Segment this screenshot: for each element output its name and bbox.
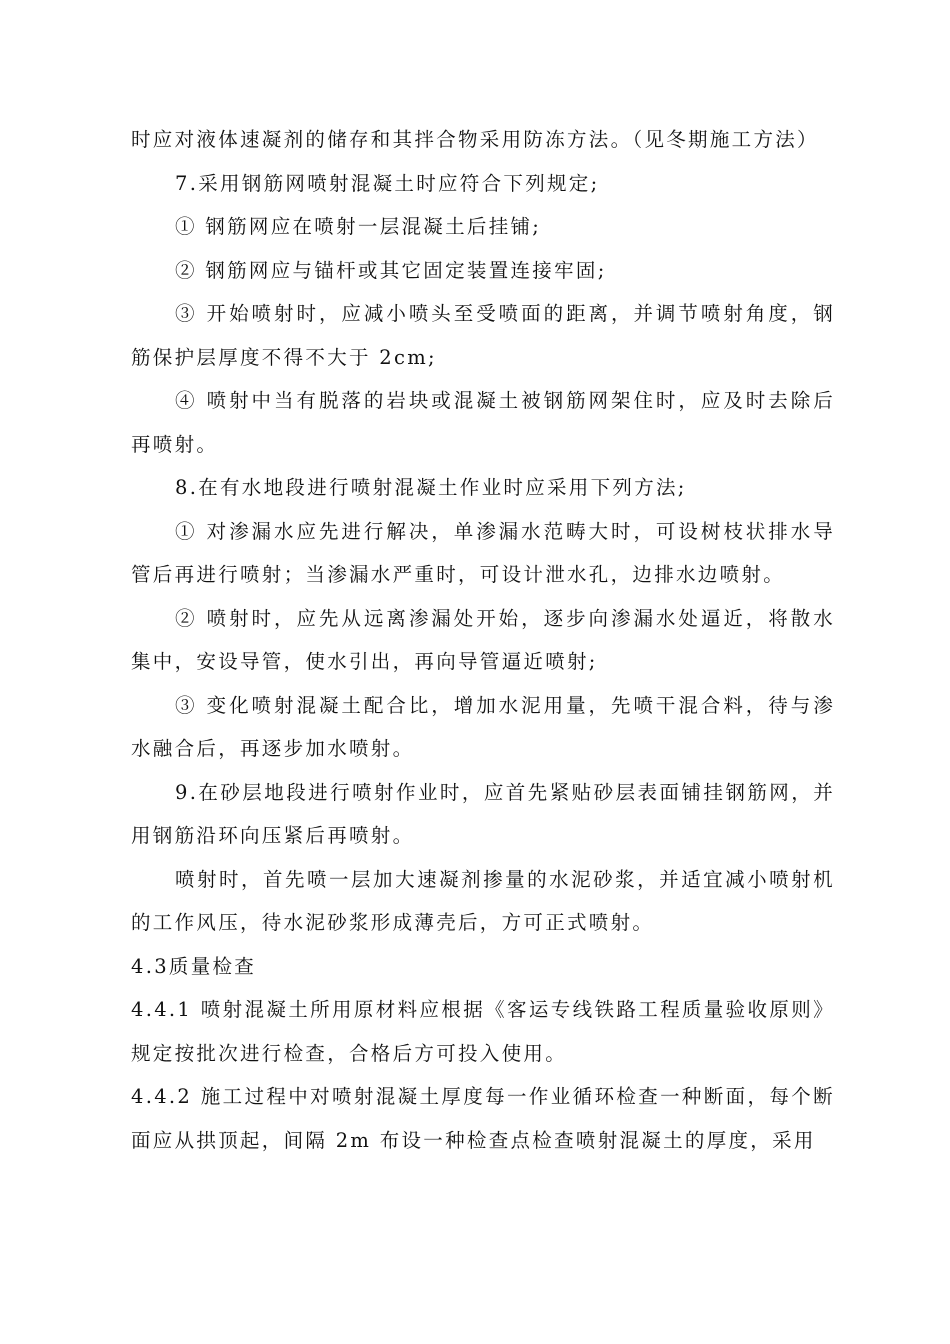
paragraph-item-9-detail: 喷射时，首先喷一层加大速凝剂掺量的水泥砂浆，并适宜减小喷射机的工作风压，待水泥砂浆形成薄壳后，方可正式喷射。 — [131, 867, 835, 934]
paragraph-item-7-2: ② 钢筋网应与锚杆或其它固定装置连接牢固; — [175, 258, 607, 282]
paragraph-item-8-3: ③ 变化喷射混凝土配合比，增加水泥用量，先喷干混合料，待与渗水融合后，再逐步加水喷射。 — [131, 693, 835, 760]
paragraph-item-8-2: ② 喷射时，应先从远离渗漏处开始，逐步向渗漏水处逼近，将散水集中，安设导管，使水引出，再向导管逼近喷射; — [131, 606, 835, 673]
paragraph-item-8: 8.在有水地段进行喷射混凝土作业时应采用下列方法; — [175, 476, 687, 499]
paragraph-item-7-3: ③ 开始喷射时，应减小喷头至受喷面的距离，并调节喷射角度，钢筋保护层厚度不得不大于 2cm; — [131, 302, 835, 369]
paragraph-antifreeze-continuation: 时应对液体速凝剂的储存和其拌合物采用防冻方法。（见冬期施工方法） — [131, 128, 819, 151]
paragraph-item-7-1: ① 钢筋网应在喷射一层混凝土后挂铺; — [175, 215, 542, 238]
paragraph-item-9: 9.在砂层地段进行喷射作业时，应首先紧贴砂层表面铺挂钢筋网，并用钢筋沿环向压紧后再喷射。 — [131, 780, 835, 847]
document-body — [131, 118, 835, 1162]
paragraph-item-7: 7.采用钢筋网喷射混凝土时应符合下列规定; — [175, 171, 600, 195]
section-heading-quality-check: 4.3质量检查 — [131, 954, 257, 978]
paragraph-item-8-1: ① 对渗漏水应先进行解决，单渗漏水范畴大时，可设树枝状排水导管后再进行喷射；当渗漏水严重时，可设计泄水孔，边排水边喷射。 — [131, 519, 835, 586]
paragraph-item-7-4: ④ 喷射中当有脱落的岩块或混凝土被钢筋网架住时，应及时去除后再喷射。 — [131, 389, 835, 456]
paragraph-4-4-2: 4.4.2 施工过程中对喷射混凝土厚度每一作业循环检查一种断面，每个断面应从拱顶起，间隔 2m 布设一种检查点检查喷射混凝土的厚度，采用 — [131, 1085, 835, 1152]
paragraph-4-4-1: 4.4.1 喷射混凝土所用原材料应根据《客运专线铁路工程质量验收原则》规定按批次进行检查，合格后方可投入使用。 — [131, 998, 835, 1065]
